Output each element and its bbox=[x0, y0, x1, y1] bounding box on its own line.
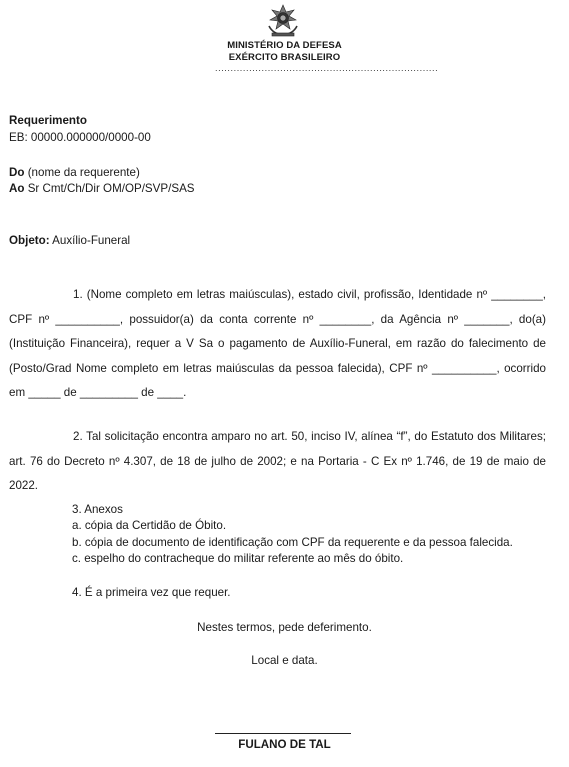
signature-name: FULANO DE TAL bbox=[238, 738, 331, 751]
paragraph-1 bbox=[9, 283, 546, 406]
from-line bbox=[9, 166, 140, 179]
paragraph-2-text: 2. Tal solicitação encontra amparo no art. 50, inciso IV, alínea “f”, do Estatuto dos Militares; art. 76 do Decreto nº 4.307, de 18 de julho de 2002; e na Portaria - C Ex nº 1.746, de 19 de maio de 2022. bbox=[9, 430, 546, 492]
to-value: Sr Cmt/Ch/Dir OM/OP/SVP/SAS bbox=[24, 182, 195, 195]
annex-item-c: c. espelho do contracheque do militar referente ao mês do óbito. bbox=[72, 552, 404, 565]
signature-line bbox=[215, 733, 351, 734]
annex-item-a: a. cópia da Certidão de Óbito. bbox=[72, 519, 227, 532]
from-value: (nome da requerente) bbox=[24, 166, 140, 179]
annexes-title: 3. Anexos bbox=[72, 503, 123, 516]
coat-of-arms-icon bbox=[263, 4, 303, 38]
to-label: Ao bbox=[9, 182, 25, 195]
paragraph-1-text: 1. (Nome completo em letras maiúsculas), estado civil, profissão, Identidade nº ________, CPF nº __________, possuidor(a) da conta corrente nº ________, da Agência nº _______, do(a) (Instituição Financeira), requer a V Sa o pagamento de Auxílio-Funeral, em razão do falecimento de (Posto/Grad Nome completo em letras maiúsculas da pessoa falecida), CPF nº __________, ocorrido em _____ de _________ de ____. bbox=[9, 288, 546, 399]
closing-text: Nestes termos, pede deferimento. bbox=[197, 621, 372, 634]
ministry-name: MINISTÉRIO DA DEFESA bbox=[227, 40, 342, 51]
request-title: Requerimento bbox=[9, 114, 87, 127]
subject-line bbox=[9, 234, 130, 247]
place-date: Local e data. bbox=[251, 654, 318, 667]
header-dotted-line: ........................................................................ bbox=[215, 63, 439, 73]
annex-item-b: b. cópia de documento de identificação com CPF da requerente e da pessoa falecida. bbox=[72, 536, 513, 549]
to-line bbox=[9, 182, 195, 195]
item-4: 4. É a primeira vez que requer. bbox=[72, 586, 231, 599]
subject-label: Objeto: bbox=[9, 234, 50, 247]
paragraph-2 bbox=[9, 425, 546, 499]
subject-value: Auxílio-Funeral bbox=[49, 234, 131, 247]
eb-number: EB: 00000.000000/0000-00 bbox=[9, 131, 151, 144]
from-label: Do bbox=[9, 166, 25, 179]
army-name: EXÉRCITO BRASILEIRO bbox=[228, 52, 341, 63]
